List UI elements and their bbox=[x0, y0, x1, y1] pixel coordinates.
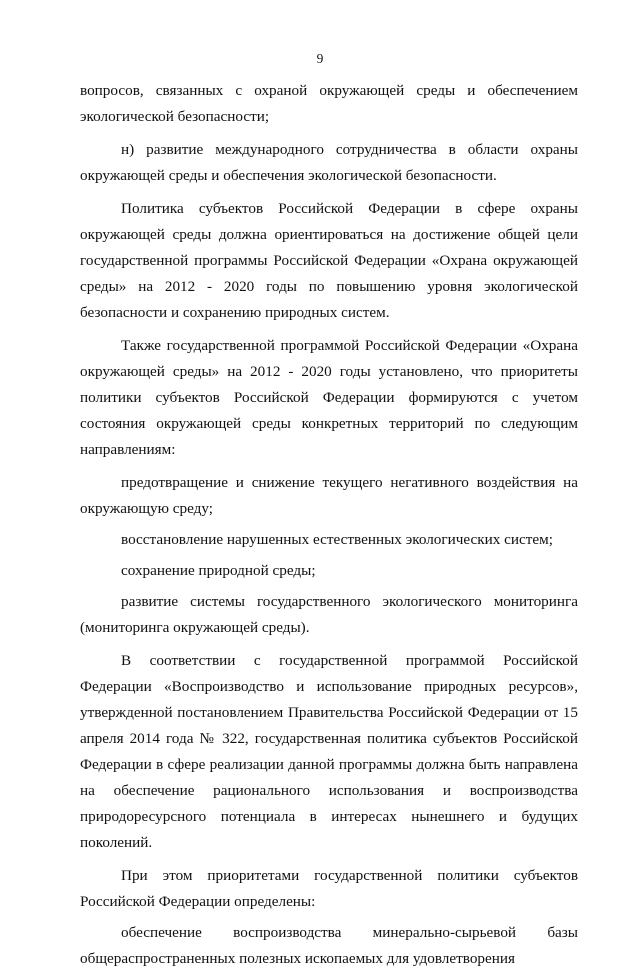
page-number: 9 bbox=[316, 51, 324, 66]
list-item-restoration: восстановление нарушенных естественных экологических систем; bbox=[121, 531, 553, 548]
paragraph-regional-policy: Политика субъектов Российской Федерации в сфере охраны окружающей среды должна ориентироваться на достижение общей цели государственной программы Российской Федерации «Охрана окружающей среды» на 2012 - 2020 годы по повышению уровня экологической безопасности и сохранению природных систем. bbox=[80, 200, 578, 321]
paragraph-natural-resources-program: В соответствии с государственной программой Российской Федерации «Воспроизводство и использование природных ресурсов», утвержденной постановлением Правительства Российской Федерации от 15 апреля 2014 года № 322, государственная политика субъектов Российской Федерации в сфере реализации данной программы должна быть направлена на обеспечение рационального использования и воспроизводства природоресурсного потенциала в интересах нынешнего и будущих поколений. bbox=[80, 652, 578, 851]
list-item-preservation: сохранение природной среды; bbox=[121, 562, 316, 579]
paragraph-priorities-defined: При этом приоритетами государственной политики субъектов Российской Федерации определены: bbox=[80, 867, 578, 910]
paragraph-continuation: вопросов, связанных с охраной окружающей среды и обеспечением экологической безопасности; bbox=[80, 82, 578, 125]
list-item-mineral-base: обеспечение воспроизводства минерально-сырьевой базы общераспространенных полезных ископаемых для удовлетворения bbox=[80, 924, 578, 967]
list-item-prevention: предотвращение и снижение текущего негативного воздействия на окружающую среду; bbox=[80, 474, 578, 517]
paragraph-item-n: н) развитие международного сотрудничества в области охраны окружающей среды и обеспечения экологической безопасности. bbox=[80, 141, 578, 184]
document-body bbox=[80, 78, 578, 972]
list-item-monitoring: развитие системы государственного экологического мониторинга (мониторинга окружающей среды). bbox=[80, 593, 578, 636]
paragraph-priorities-intro: Также государственной программой Российской Федерации «Охрана окружающей среды» на 2012 - 2020 годы установлено, что приоритеты политики субъектов Российской Федерации формируются с учетом состояния окружающей среды конкретных территорий по следующим направлениям: bbox=[80, 337, 578, 458]
